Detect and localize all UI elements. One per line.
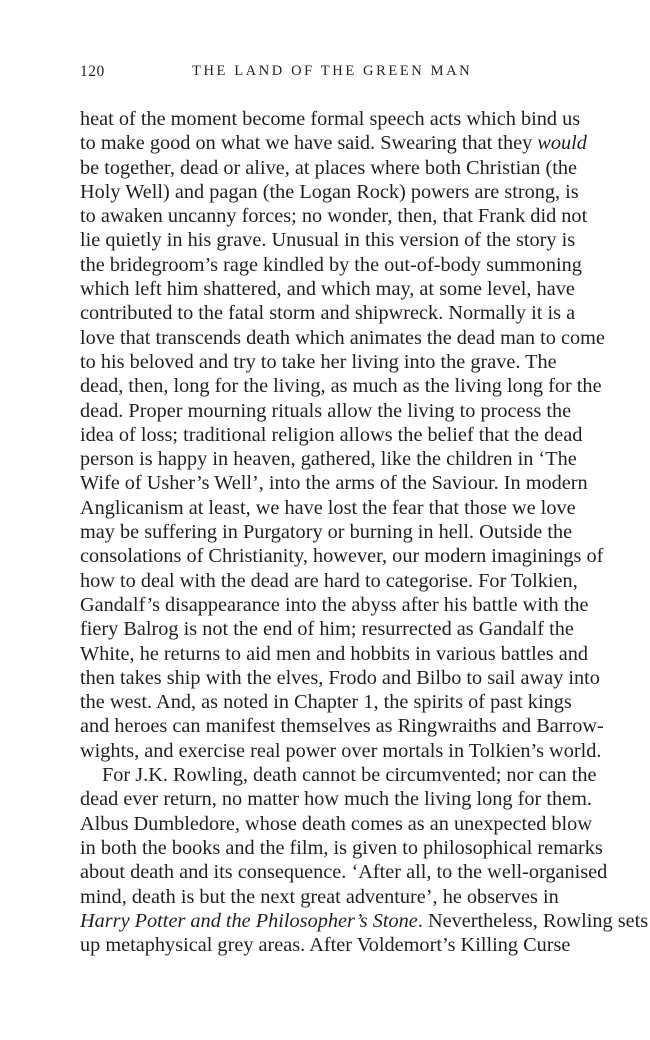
text-line [80,423,583,447]
line-text: fiery Balrog is not the end of him; resurrected as Gandalf the [80,618,574,641]
page-number: 120 [80,63,105,80]
text-line [80,107,581,131]
text-line [80,909,649,933]
line-text: consolations of Christianity, however, our modern imaginings of [80,545,604,568]
line-text: how to deal with the dead are hard to categorise. For Tolkien, [80,569,578,592]
line-text: wights, and exercise real power over mortals in Tolkien’s world. [80,739,602,762]
text-line [80,253,582,277]
text-line [80,496,576,520]
line-text: lie quietly in his grave. Unusual in this version of the story is [80,229,576,252]
line-text: dead, then, long for the living, as much as the living long for the [80,375,602,398]
line-text: then takes ship with the elves, Frodo and Bilbo to sail away into [80,666,600,689]
line-text: which left him shattered, and which may, at some level, have [80,278,575,301]
line-text: heat of the moment become formal speech acts which bind us [80,108,581,130]
line-text: the bridegroom’s rage kindled by the out-of-body summoning [80,253,582,276]
running-title: THE LAND OF THE GREEN MAN [192,63,473,79]
line-text: contributed to the fatal storm and shipwreck. Normally it is a [80,302,576,325]
text-line [80,933,571,957]
text-line [80,301,576,325]
text-line [80,690,572,714]
text-line [80,812,592,836]
text-line [80,544,604,568]
text-line [80,180,579,204]
italic-title: Harry Potter and the Philosopher’s Stone [80,909,418,932]
text-line [80,836,603,860]
line-text: Gandalf’s disappearance into the abyss after his battle with the [80,593,589,616]
line-text: idea of loss; traditional religion allows the belief that the dead [80,423,583,446]
text-line [80,642,589,666]
text-line [80,739,602,763]
text-line [80,374,602,398]
line-text: . Nevertheless, Rowling sets [417,909,649,932]
text-line [80,787,592,811]
line-text: Anglicanism at least, we have lost the fear that those we love [80,496,576,519]
line-text: Holy Well) and pagan (the Logan Rock) powers are strong, is [80,180,579,203]
text-line [80,714,604,738]
line-text: White, he returns to aid men and hobbits in various battles and [80,642,589,665]
text-line [80,471,588,495]
line-text: be together, dead or alive, at places where both Christian (the [80,156,578,179]
running-head [80,63,542,85]
text-line [80,156,578,180]
line-text: Wife of Usher’s Well’, into the arms of the Saviour. In modern [80,472,588,495]
line-text: may be suffering in Purgatory or burning in hell. Outside the [80,521,573,544]
line-text: Albus Dumbledore, whose death comes as an unexpected blow [80,812,592,835]
text-line [80,350,557,374]
text-line [80,131,587,155]
text-line [80,204,588,228]
line-text: For J.K. Rowling, death cannot be circumvented; nor can the [102,764,597,787]
text-line [80,885,559,909]
text-line [80,593,589,617]
text-line [80,399,572,423]
text-line [80,763,597,787]
text-line [80,228,576,252]
line-text: to his beloved and try to take her living into the grave. The [80,350,557,373]
text-line [80,277,575,301]
line-text: and heroes can manifest themselves as Ringwraiths and Barrow- [80,715,604,738]
line-text: up metaphysical grey areas. After Voldemort’s Killing Curse [80,934,571,957]
text-line [80,447,577,471]
text-line [80,617,574,641]
line-text: about death and its consequence. ‘After all, to the well-organised [80,861,608,884]
text-line [80,520,573,544]
line-text: love that transcends death which animates the dead man to come [80,326,605,349]
text-line [80,569,578,593]
italic-word: would [537,132,587,155]
line-text: in both the books and the film, is given to philosophical remarks [80,836,603,859]
line-text: person is happy in heaven, gathered, like the children in ‘The [80,448,577,471]
line-text: mind, death is but the next great adventure’, he observes in [80,885,559,908]
line-text: dead ever return, no matter how much the living long for them. [80,788,592,811]
text-line [80,860,608,884]
line-text: dead. Proper mourning rituals allow the living to process the [80,399,572,422]
line-text: to awaken uncanny forces; no wonder, then, that Frank did not [80,205,588,228]
text-line [80,326,605,350]
line-text: the west. And, as noted in Chapter 1, the spirits of past kings [80,691,572,714]
body-text [80,107,649,957]
line-text: to make good on what we have said. Swearing that they [80,132,538,155]
text-line [80,666,600,690]
